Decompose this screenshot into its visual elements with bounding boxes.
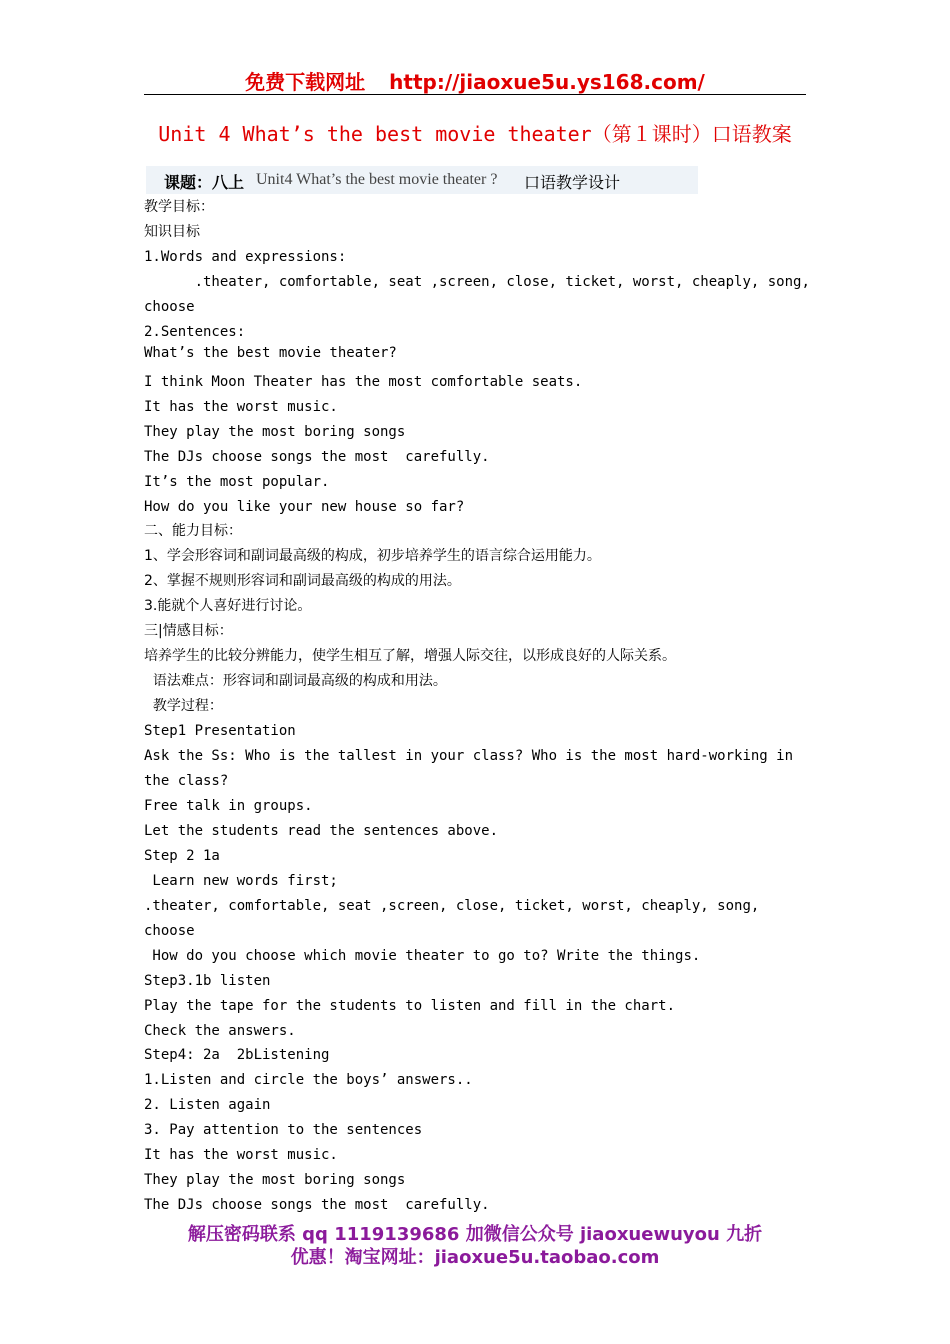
text-line: .theater, comfortable, seat ,screen, close, ticket, worst, cheaply, song, [144,898,760,914]
header-divider [144,94,806,95]
text-line: They play the most boring songs [144,1172,406,1188]
text-line: Ask the Ss: Who is the tallest in your class? Who is the most hard-working in [144,748,794,764]
text-line: choose [144,923,195,939]
text-line: It’s the most popular. [144,474,330,490]
topic-suffix: 口语教学设计 [524,173,621,192]
text-line: How do you like your new house so far? [144,499,465,515]
text-line: 1、学会形容词和副词最高级的构成，初步培养学生的语言综合运用能力。 [144,548,601,564]
text-line: Step3.1b listen [144,973,271,989]
text-line: The DJs choose songs the most carefully. [144,449,490,465]
text-line: 1.Listen and circle the boys’ answers.. [144,1072,473,1088]
text-line: How do you choose which movie theater to go to? Write the things. [144,948,701,964]
text-line: 2. Listen again [144,1097,271,1113]
text-line: 教学过程： [144,698,223,714]
text-line: choose [144,299,195,315]
download-header [0,66,950,95]
text-line: Check the answers. [144,1023,296,1039]
text-line: I think Moon Theater has the most comfortable seats. [144,374,583,390]
topic-label: 课题：八上 [164,173,245,192]
text-line: 1.Words and expressions: [144,249,347,265]
text-line: 3.能就个人喜好进行讨论。 [144,598,312,614]
text-line: Step 2 1a [144,848,220,864]
text-line: Learn new words first; [144,873,338,889]
text-line: Step4: 2a 2bListening [144,1047,330,1063]
text-line: 3. Pay attention to the sentences [144,1122,423,1138]
text-line: Play the tape for the students to listen and fill in the chart. [144,998,676,1014]
text-line: Free talk in groups. [144,798,313,814]
text-line: 知识目标 [144,224,200,240]
footer-contact-line: 解压密码联系 qq 1119139686 加微信公众号 jiaoxuewuyou 九折 [187,1224,763,1245]
lesson-title: Unit 4 What’s the best movie theater（第１课时）口语教案 [158,122,792,146]
text-line: Let the students read the sentences above. [144,823,499,839]
text-line: the class? [144,773,229,789]
text-line: 2.Sentences: [144,324,246,340]
text-line: Step1 Presentation [144,723,296,739]
text-line: 教学目标： [144,199,214,215]
text-line: They play the most boring songs [144,424,406,440]
text-line: 2、掌握不规则形容词和副词最高级的构成的用法。 [144,573,461,589]
text-line: The DJs choose songs the most carefully. [144,1197,490,1213]
text-line: It has the worst music. [144,399,338,415]
download-url-link[interactable]: http://jiaoxue5u.ys168.com/ [389,70,705,94]
topic-box [146,166,698,194]
text-line: 培养学生的比较分辨能力，使学生相互了解，增强人际交往，以形成良好的人际关系。 [144,648,676,664]
text-line: 三|情感目标： [144,623,233,639]
topic-unit: Unit4 What’s the best movie theater ? [256,171,498,188]
text-line: What’s the best movie theater? [144,345,397,361]
download-label: 免费下载网址 [245,70,366,94]
footer-taobao-line: 优惠！淘宝网址：jiaoxue5u.taobao.com [290,1247,660,1268]
text-line: .theater, comfortable, seat ,screen, close, ticket, worst, cheaply, song, [144,274,810,290]
text-line: It has the worst music. [144,1147,338,1163]
text-line: 语法难点：形容词和副词最高级的构成和用法。 [144,673,447,689]
text-line: 二、能力目标： [144,523,242,539]
